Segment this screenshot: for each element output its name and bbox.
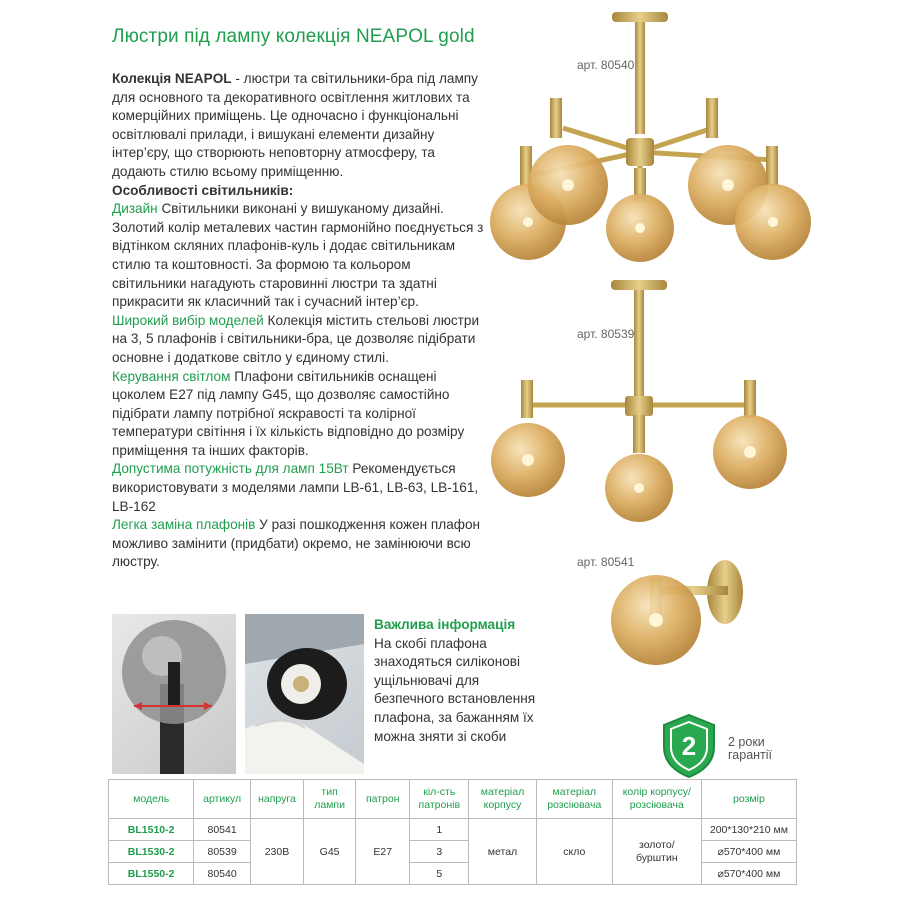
cell-article: 80541 [194,819,251,841]
col-voltage: напруга [250,780,303,819]
feature-text: Плафони світильників оснащені цоколем E27 під лампу G45, що дозволяє самостійно підібрати лампу потрібної яскравості та колірної температури світіння і їх кількість відповідно до розміру приміщення та інших факторів. [112,368,465,458]
cell-count: 3 [410,841,469,863]
important-info [374,616,544,746]
feature-models [112,312,487,368]
feature-text: Світильники виконані у вишуканому дизайні. Золотий колір металевих частин гармонійно поєднується з відтінком скляних плафонів-куль і додає світильникам стилю та коштовності. За формою та кольором світильники нагадують старовинні люстри та здатні прикрасити як класичний так і сучасний інтер’єр. [112,201,484,310]
feature-label: Керування світлом [112,368,231,384]
cell-article: 80539 [194,841,251,863]
col-socket-count: кіл-сть патронів [410,780,469,819]
article-80540: арт. 80540 [577,58,635,72]
feature-label: Легка заміна плафонів [112,517,256,533]
chandelier-3-image [488,270,818,530]
cell-diffuser-material: скло [536,819,612,885]
guarantee-line1: 2 роки [728,735,765,749]
col-diffuser-material: матеріал розсіювача [536,780,612,819]
intro [112,70,487,182]
page-title: Люстри під лампу колекція NEAPOL gold [112,26,475,47]
cell-socket: E27 [356,819,410,885]
shade-seal-photo [112,614,236,774]
feature-replacement [112,516,487,572]
cell-model: BL1550-2 [109,863,194,885]
intro-text: - люстри та світильники-бра під лампу для основного та декоративного освітлення житлових та комерційних приміщень. Це одночасно і функціональні освітлювалі прилади, і вишукані елементи дизайну інтер’єру, що створюють неповторну атмосферу, та додають стилю всьому приміщенню. [112,71,478,179]
feature-label: Широкий вибір моделей [112,312,264,328]
feature-label: Дизайн [112,201,158,217]
cell-size: ⌀570*400 мм [701,863,796,885]
sconce-image [600,550,760,680]
cell-model: BL1530-2 [109,841,194,863]
guarantee-number: 2 [681,731,697,761]
feature-light-control [112,368,487,461]
important-heading: Важлива інформація [374,617,516,632]
col-model: модель [109,780,194,819]
article-80541: арт. 80541 [577,555,635,569]
cell-voltage: 230В [250,819,303,885]
guarantee-text [728,736,772,762]
col-body-material: матеріал корпусу [469,780,537,819]
cell-size: ⌀570*400 мм [701,841,796,863]
cell-model: BL1510-2 [109,819,194,841]
col-article: артикул [194,780,251,819]
intro-bold: Колекція NEAPOL [112,71,232,86]
cell-article: 80540 [194,863,251,885]
feature-design [112,200,487,312]
guarantee-line2: гарантії [728,748,773,762]
table-header-row [109,780,797,819]
important-text: На скобі плафона знаходяться силіконові ущільнювачі для безпечного встановлення плафона, за бажанням їх можна зняти зі скоби [374,635,536,744]
cell-size: 200*130*210 мм [701,819,796,841]
cell-count: 1 [410,819,469,841]
article-80539: арт. 80539 [577,327,635,341]
feature-text: Колекція містить стельові люстри на 3, 5 плафонів і світильники-бра, це дозволяє підібрати основне і додаткове світло у єдиному стилі. [112,312,480,365]
socket-photo [245,614,364,774]
cell-lamp-type: G45 [304,819,356,885]
chandelier-5-image [488,0,818,265]
feature-text: Рекомендується використовувати з моделями лампи LB-61, LB-63, LB-161, LB-162 [112,461,479,514]
col-socket: патрон [356,780,410,819]
col-lamp-type: тип лампи [304,780,356,819]
table-row [109,819,797,841]
cell-count: 5 [410,863,469,885]
feature-power [112,460,487,516]
specs-table [108,779,797,885]
feature-label: Допустима потужність для ламп 15Вт [112,461,349,477]
feature-text: У разі пошкодження кожен плафон можливо замінити (придбати) окремо, не замінюючи всю люстру. [112,517,481,570]
description [112,70,487,572]
guarantee-shield-icon [660,713,718,779]
cell-color: золото/ бурштин [612,819,701,885]
col-color: колір корпусу/ розсіювача [612,780,701,819]
cell-body-material: метал [469,819,537,885]
col-size: розмір [701,780,796,819]
features-heading: Особливості світильників: [112,182,294,198]
